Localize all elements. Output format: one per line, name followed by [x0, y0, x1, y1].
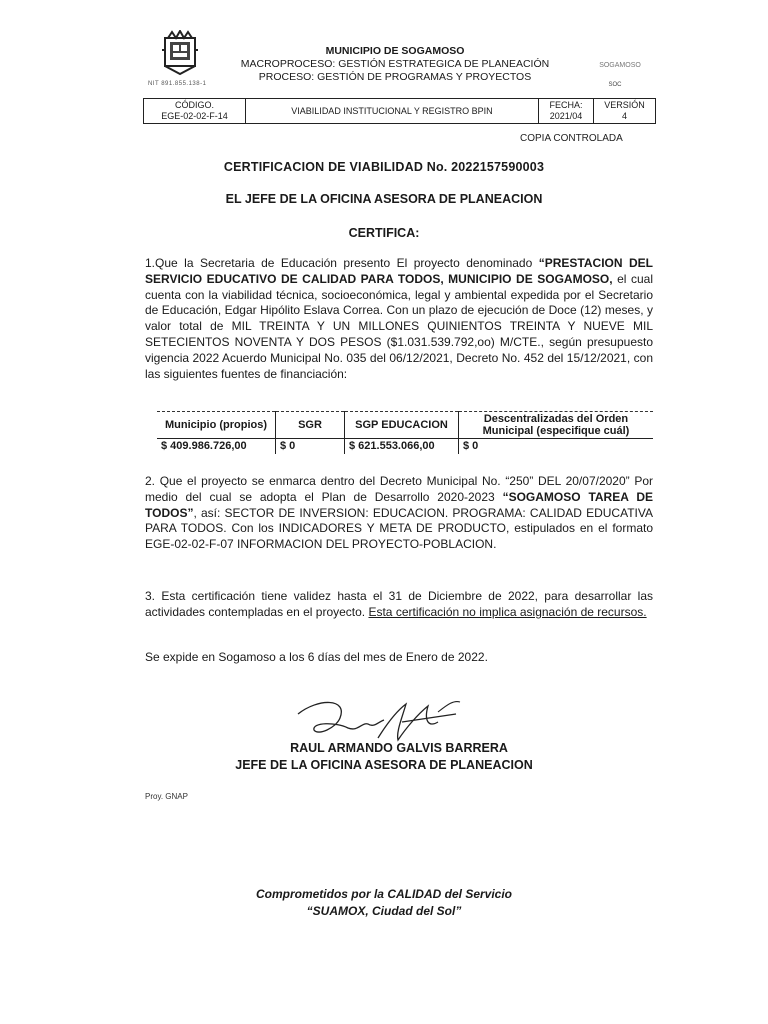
certifica-title: CERTIFICA: [348, 226, 420, 240]
jefe-title: EL JEFE DE LA OFICINA ASESORA DE PLANEACION [225, 192, 543, 206]
version-value: 4 [621, 111, 627, 121]
signer-role: JEFE DE LA OFICINA ASESORA DE PLANEACION [235, 758, 533, 772]
header-right-mark-small: SOC [608, 82, 622, 88]
paragraph-1-body: el cual cuenta con la viabilidad técnica, socioeconómica, legal y ambiental expedida por el Secretario de Educación, Edgar Hipólito Eslava Correa. Con un plazo de ejecución de Doce (12) meses, y valor total de MIL TREINTA Y UN MILLONES QUINIENTOS TREINTA Y NUEVE MIL SETECIENTOS NOVENTA Y DOS PESOS ($1.031.539.792,oo) M/CTE., según presupuesto vigencia 2022 Acuerdo Municipal No. 035 del 06/12/2021, Decreto No. 452 del 15/12/2021, con las siguientes fuentes de financiación: [145, 271, 653, 381]
header-line-macroproceso: MACROPROCESO: GESTIÓN ESTRATEGICA DE PLANEACIÓN [240, 58, 550, 70]
project-name: “PRESTACION DEL SERVICIO EDUCATIVO DE CALIDAD PARA TODOS, MUNICIPIO DE SOGAMOSO, [145, 256, 653, 286]
municipal-crest-logo [160, 30, 200, 76]
plan-name: “SOGAMOSO TAREA DE TODOS” [145, 489, 653, 520]
codigo-value: EGE-02-02-F-14 [161, 111, 228, 121]
financing-table [157, 411, 653, 454]
proyecto-initials: Proy. GNAP [145, 792, 188, 801]
header-right-mark: SOGAMOSO [599, 62, 641, 69]
fecha-label: FECHA: [549, 100, 583, 110]
financing-value-sgp: $ 621.553.066,00 [345, 439, 459, 455]
codigo-label: CÓDIGO. [174, 100, 214, 110]
copia-controlada-label: COPIA CONTROLADA [520, 133, 623, 144]
paragraph-3-body: 3. Esta certificación tiene validez hasta el 31 de Diciembre de 2022, para desarrollar las actividades contempladas en el proyecto. [145, 589, 653, 619]
version-cell [594, 99, 656, 124]
financing-value-descentralizadas: $ 0 [463, 440, 479, 452]
financing-header-descentralizadas: Descentralizadas del Orden Municipal (especifique cuál) [459, 412, 654, 439]
signer-name: RAUL ARMANDO GALVIS BARRERA [290, 741, 508, 755]
codigo-cell [144, 99, 246, 124]
fecha-value: 2021/04 [549, 111, 583, 121]
fecha-cell [539, 99, 594, 124]
handwritten-signature [278, 692, 478, 748]
header-line-proceso: PROCESO: GESTIÓN DE PROGRAMAS Y PROYECTOS [258, 71, 532, 83]
paragraph-1-intro: 1.Que la Secretaria de Educación presento El proyecto denominado [145, 256, 539, 270]
financing-header-municipio: Municipio (propios) [157, 412, 276, 439]
paragraph-3 [145, 589, 653, 621]
financing-header-sgr: SGR [276, 412, 345, 439]
no-asignacion-note: Esta certificación no implica asignación de recursos. [368, 604, 647, 619]
document-header [205, 45, 585, 84]
footer-slogan: “SUAMOX, Ciudad del Sol” [306, 904, 462, 918]
footer-motto: Comprometidos por la CALIDAD del Servicio [255, 887, 513, 901]
document-name-cell: VIABILIDAD INSTITUCIONAL Y REGISTRO BPIN [246, 99, 539, 124]
certificacion-title: CERTIFICACION DE VIABILIDAD No. 2022157590003 [223, 160, 545, 174]
paragraph-2-body: , así: SECTOR DE INVERSION: EDUCACION. PROGRAMA: CALIDAD EDUCATIVA PARA TODOS. Con los INDICADORES Y META DE PRODUCTO, estipulados en el formato EGE-02-02-F-07 INFORMACION DEL PROYECTO-POBLACION. [145, 505, 653, 552]
document-meta-table [143, 98, 656, 124]
financing-value-sgr: $ 0 [276, 439, 345, 455]
paragraph-4: Se expide en Sogamoso a los 6 días del mes de Enero de 2022. [145, 650, 488, 664]
crest-caption: NIT 891.855.138-1 [148, 81, 207, 87]
header-line-municipio: MUNICIPIO DE SOGAMOSO [325, 45, 465, 57]
version-label: VERSIÓN [604, 100, 645, 110]
paragraph-2 [145, 474, 653, 553]
financing-value-municipio: $ 409.986.726,00 [157, 439, 276, 455]
paragraph-2-intro: 2. Que el proyecto se enmarca dentro del Decreto Municipal No. “250” DEL 20/07/2020” Por medio del cual se adopta el Plan de Desarrollo 2020-2023 [145, 474, 653, 504]
paragraph-1 [145, 256, 653, 382]
financing-header-sgp: SGP EDUCACION [345, 412, 459, 439]
